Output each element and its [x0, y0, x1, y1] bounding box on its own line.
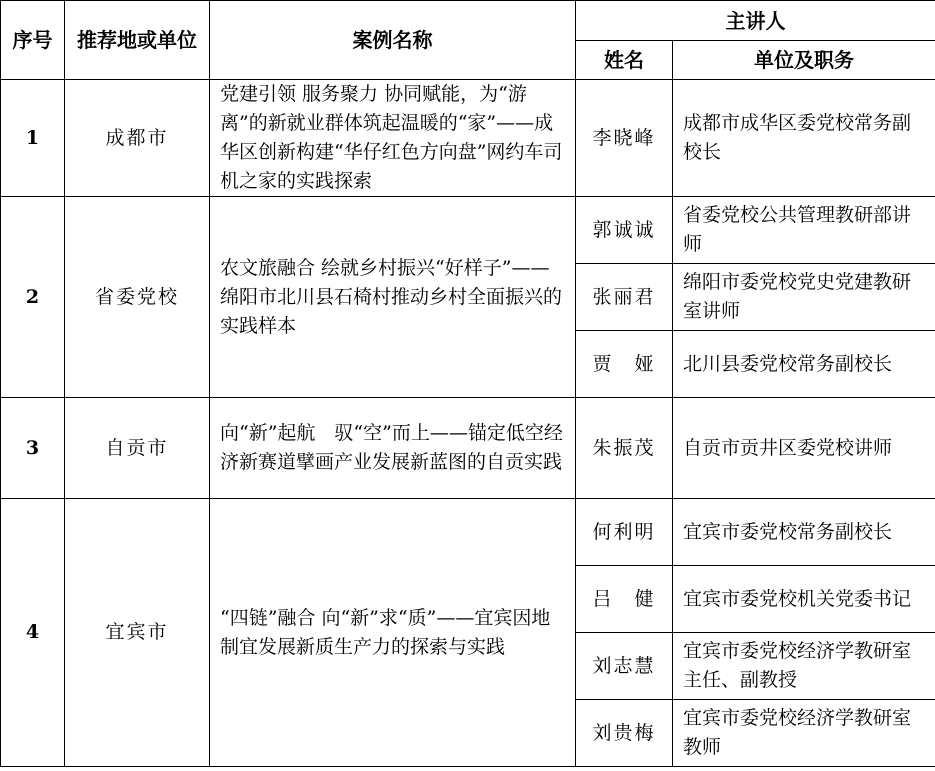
row-case: 党建引领 服务聚力 协同赋能，为“游离”的新就业群体筑起温暖的“家”——成华区创新构建“华仔红色方向盘”网约车司机之家的实践探索 — [210, 80, 576, 197]
speaker-name: 刘志慧 — [576, 633, 673, 700]
row-no: 1 — [1, 80, 65, 197]
speaker-name: 何利明 — [576, 499, 673, 566]
table-row — [1, 197, 935, 264]
speaker-post: 北川县委党校常务副校长 — [673, 331, 935, 398]
header-case: 案例名称 — [210, 1, 576, 80]
speaker-post: 省委党校公共管理教研部讲师 — [673, 197, 935, 264]
table-row — [1, 398, 935, 499]
table-row — [1, 499, 935, 566]
table-row — [1, 80, 935, 197]
row-case: “四链”融合 向“新”求“质”——宜宾因地制宜发展新质生产力的探索与实践 — [210, 499, 576, 767]
speaker-name: 朱振茂 — [576, 398, 673, 499]
speaker-post: 宜宾市委党校常务副校长 — [673, 499, 935, 566]
speaker-post: 成都市成华区委党校常务副校长 — [673, 80, 935, 197]
speaker-post: 绵阳市委党校党史党建教研室讲师 — [673, 264, 935, 331]
row-unit: 省委党校 — [65, 197, 210, 398]
speaker-name: 郭诚诚 — [576, 197, 673, 264]
row-unit: 宜宾市 — [65, 499, 210, 767]
row-no: 2 — [1, 197, 65, 398]
speaker-post: 宜宾市委党校经济学教研室主任、副教授 — [673, 633, 935, 700]
row-no: 4 — [1, 499, 65, 767]
speaker-name: 李晓峰 — [576, 80, 673, 197]
row-no: 3 — [1, 398, 65, 499]
speaker-name: 吕 健 — [576, 566, 673, 633]
speaker-post: 宜宾市委党校机关党委书记 — [673, 566, 935, 633]
speaker-name: 刘贵梅 — [576, 700, 673, 767]
row-unit: 成都市 — [65, 80, 210, 197]
header-name: 姓名 — [576, 41, 673, 80]
header-unit: 推荐地或单位 — [65, 1, 210, 80]
speaker-post: 宜宾市委党校经济学教研室教师 — [673, 700, 935, 767]
row-case: 农文旅融合 绘就乡村振兴“好样子”——绵阳市北川县石椅村推动乡村全面振兴的实践样本 — [210, 197, 576, 398]
header-speaker: 主讲人 — [576, 1, 935, 41]
row-unit: 自贡市 — [65, 398, 210, 499]
header-no: 序号 — [1, 1, 65, 80]
speaker-post: 自贡市贡井区委党校讲师 — [673, 398, 935, 499]
speaker-name: 张丽君 — [576, 264, 673, 331]
header-row-1 — [1, 1, 935, 41]
row-case: 向“新”起航 驭“空”而上——锚定低空经济新赛道擘画产业发展新蓝图的自贡实践 — [210, 398, 576, 499]
speaker-name: 贾 娅 — [576, 331, 673, 398]
header-post: 单位及职务 — [673, 41, 935, 80]
